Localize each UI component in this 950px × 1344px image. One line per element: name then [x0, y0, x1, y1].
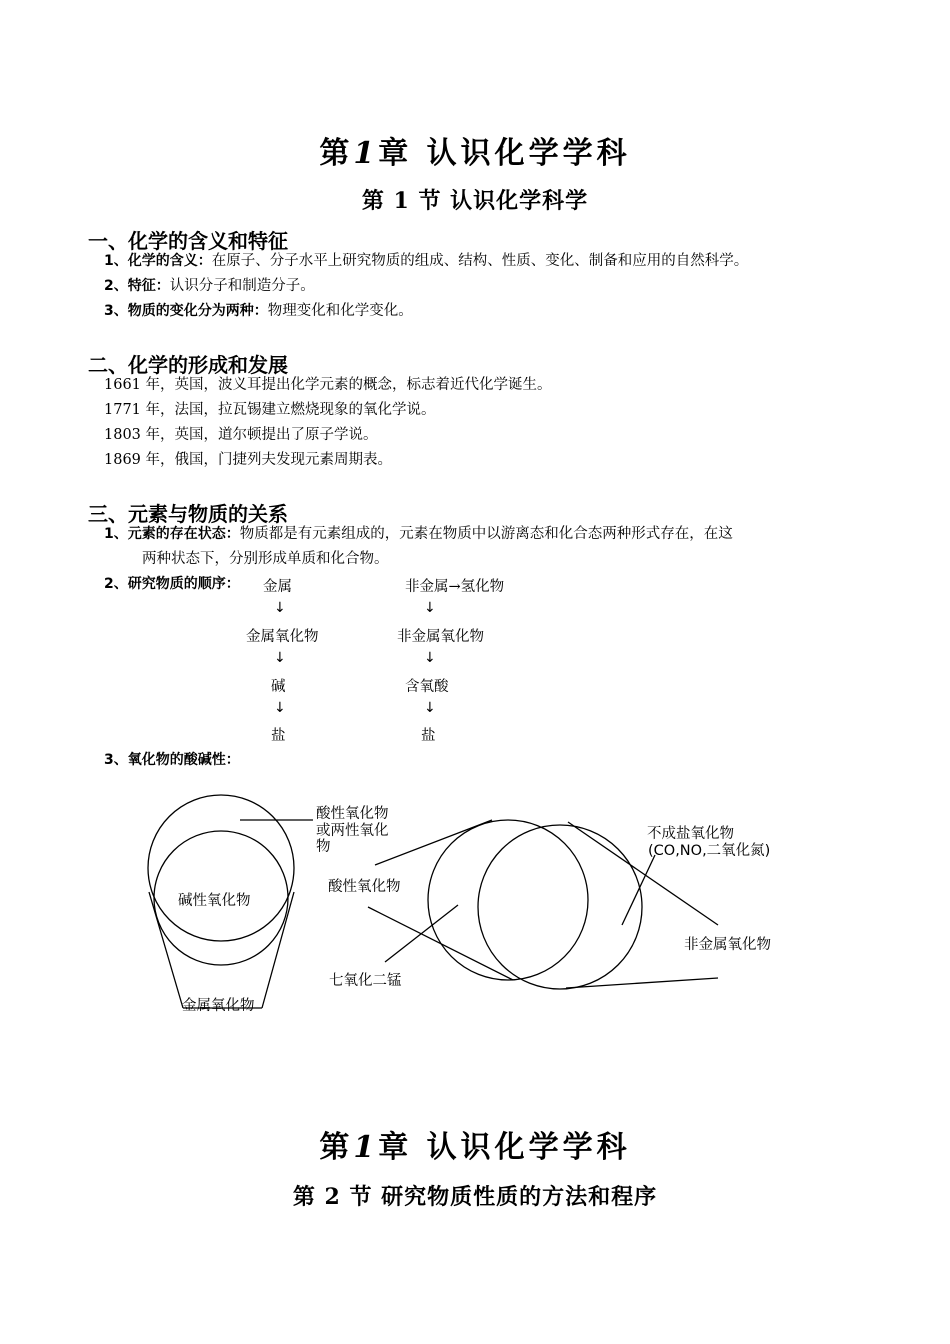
diagram-label: 物: [316, 839, 331, 855]
history-event: 1803 年，英国，道尔顿提出了原子学说。: [104, 427, 378, 443]
part1-item-2: 2、特征：认识分子和制造分子。: [104, 278, 315, 294]
down-arrow-icon: ↓: [274, 700, 286, 716]
metal-chain-item: 碱: [271, 679, 286, 695]
part3-item-1-cont: 两种状态下，分别形成单质和化合物。: [142, 551, 389, 567]
diagram-label: 酸性氧化物: [328, 879, 401, 895]
metal-chain-item: 盐: [271, 728, 286, 744]
leader-line: [385, 905, 458, 962]
diagram-label: (CO,NO,二氧化氮): [648, 843, 771, 859]
down-arrow-icon: ↓: [274, 600, 286, 616]
nonmetal-chain-item: 盐: [421, 728, 436, 744]
down-arrow-icon: ↓: [424, 600, 436, 616]
tangent-line: [262, 892, 294, 1008]
outer-circle: [148, 795, 294, 941]
diagram-label: 或两性氧化: [316, 823, 389, 839]
history-event: 1771 年，法国，拉瓦锡建立燃烧现象的氧化学说。: [104, 402, 436, 418]
part3-item-2: 2、研究物质的顺序：: [104, 576, 240, 592]
metal-chain-item: 金属氧化物: [246, 629, 319, 645]
part3-heading: 三、元素与物质的关系: [88, 502, 288, 526]
chapter-title: 第1章 认识化学学科: [319, 136, 631, 171]
leader-line: [622, 855, 655, 925]
diagram-label: 碱性氧化物: [178, 893, 251, 909]
nonmetal-chain-item: 非金属→氢化物: [405, 579, 505, 595]
part1-heading: 一、化学的含义和特征: [88, 229, 288, 253]
part1-item-3: 3、物质的变化分为两种：物理变化和化学变化。: [104, 303, 413, 319]
down-arrow-icon: ↓: [424, 650, 436, 666]
history-event: 1661 年，英国，波义耳提出化学元素的概念，标志着近代化学诞生。: [104, 377, 552, 393]
section-title: 第 2 节 研究物质性质的方法和程序: [292, 1184, 658, 1210]
nonmetal-chain-item: 含氧酸: [405, 679, 449, 695]
diagram-label: 七氧化二锰: [329, 973, 402, 989]
down-arrow-icon: ↓: [274, 650, 286, 666]
diagram-label: 非金属氧化物: [684, 937, 771, 953]
chapter-title: 第1章 认识化学学科: [319, 1130, 631, 1165]
down-arrow-icon: ↓: [424, 700, 436, 716]
diagram-label: 不成盐氧化物: [647, 826, 734, 842]
oxide-relationship-diagram: [0, 780, 950, 1030]
tangent-line: [375, 820, 492, 865]
part2-heading: 二、化学的形成和发展: [88, 353, 288, 377]
diagram-label: 金属氧化物: [182, 998, 255, 1014]
diagram-label: 酸性氧化物: [316, 806, 389, 822]
tangent-line: [566, 978, 718, 988]
history-event: 1869 年，俄国，门捷列夫发现元素周期表。: [104, 452, 393, 468]
metal-chain-item: 金属: [263, 579, 292, 595]
section-title: 第 1 节 认识化学科学: [361, 188, 589, 214]
right-circle: [478, 825, 642, 989]
part3-item-3: 3、氧化物的酸碱性：: [104, 752, 240, 768]
part3-item-1: 1、元素的存在状态：物质都是有元素组成的，元素在物质中以游离态和化合态两种形式存在，在这: [104, 526, 733, 542]
nonmetal-chain-item: 非金属氧化物: [397, 629, 484, 645]
part1-item-1: 1、化学的含义：在原子、分子水平上研究物质的组成、结构、性质、变化、制备和应用的自然科学。: [104, 253, 749, 269]
